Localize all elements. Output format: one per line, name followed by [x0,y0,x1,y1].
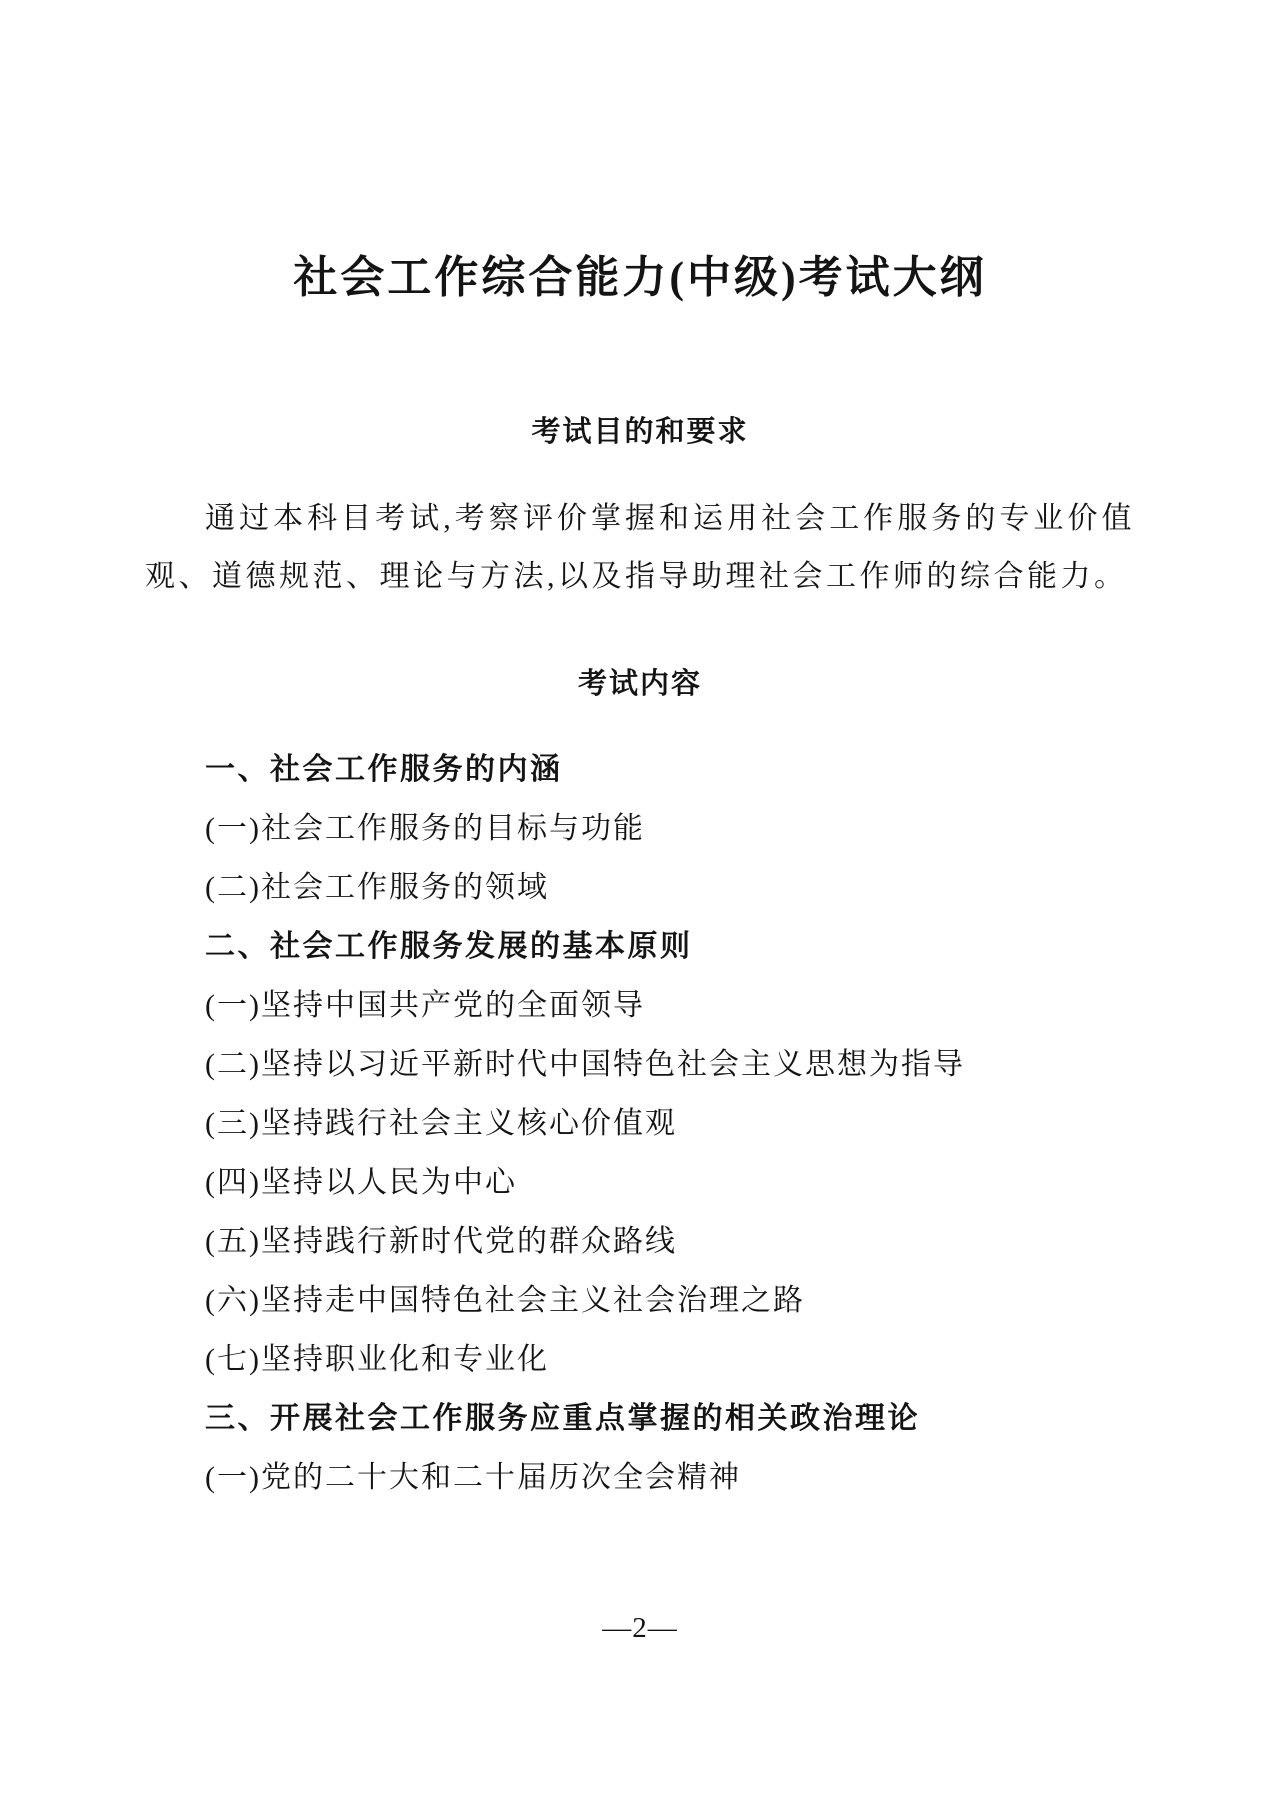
outline-section-heading: 一、社会工作服务的内涵 [205,753,563,786]
outline-sub-item: (一)党的二十大和二十届历次全会精神 [205,1461,741,1494]
outline-sub-item: (一)社会工作服务的目标与功能 [205,812,645,845]
outline-sub-item: (三)坚持践行社会主义核心价值观 [205,1107,677,1140]
outline-sub-item: (二)坚持以习近平新时代中国特色社会主义思想为指导 [205,1048,965,1081]
content-outline [145,740,1135,1507]
outline-sub-item: (一)坚持中国共产党的全面领导 [205,989,645,1022]
page-number: —2— [602,1612,678,1644]
outline-sub-item: (七)坚持职业化和专业化 [205,1343,549,1376]
content-heading: 考试内容 [577,668,702,700]
outline-section-heading: 二、社会工作服务发展的基本原则 [205,930,693,963]
purpose-heading: 考试目的和要求 [531,416,749,448]
document-title: 社会工作综合能力(中级)考试大纲 [293,253,987,302]
purpose-paragraph: 通过本科目考试,考察评价掌握和运用社会工作服务的专业价值观、道德规范、理论与方法,以及指导助理社会工作师的综合能力。 [145,502,1135,593]
outline-section-heading: 三、开展社会工作服务应重点掌握的相关政治理论 [205,1402,920,1435]
outline-sub-item: (六)坚持走中国特色社会主义社会治理之路 [205,1284,805,1317]
outline-sub-item: (五)坚持践行新时代党的群众路线 [205,1225,677,1258]
outline-sub-item: (二)社会工作服务的领域 [205,871,549,904]
outline-sub-item: (四)坚持以人民为中心 [205,1166,517,1199]
